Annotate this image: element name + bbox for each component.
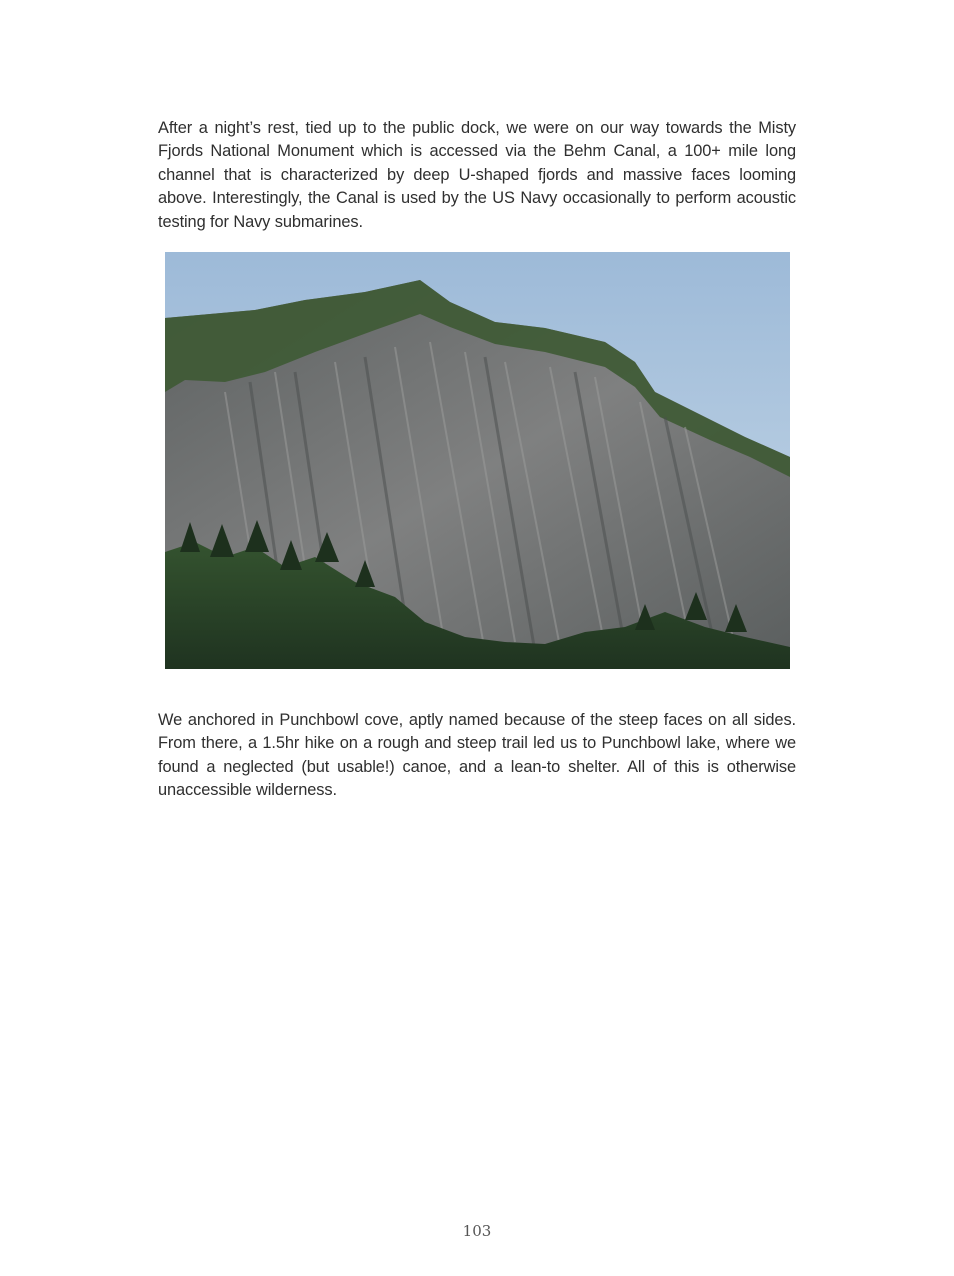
page-number: 103 — [462, 1222, 492, 1240]
paragraph-punchbowl: We anchored in Punchbowl cove, aptly named because of the steep faces on all sides. From there, a 1.5hr hike on a rough and steep trail led us to Punchbowl lake, where we found a neglected (but usable!) canoe, and a lean-to shelter. All of this is otherwise unaccessible wilderness. — [158, 711, 796, 800]
mountain-cliff-photo — [165, 252, 790, 669]
paragraph-intro: After a night’s rest, tied up to the public dock, we were on our way towards the Misty Fjords National Monument which is accessed via the Behm Canal, a 100+ mile long channel that is characterized by deep U-shaped fjords and massive faces looming above. Interestingly, the Canal is used by the US Navy occasionally to perform acoustic testing for Navy submarines. — [158, 119, 796, 231]
